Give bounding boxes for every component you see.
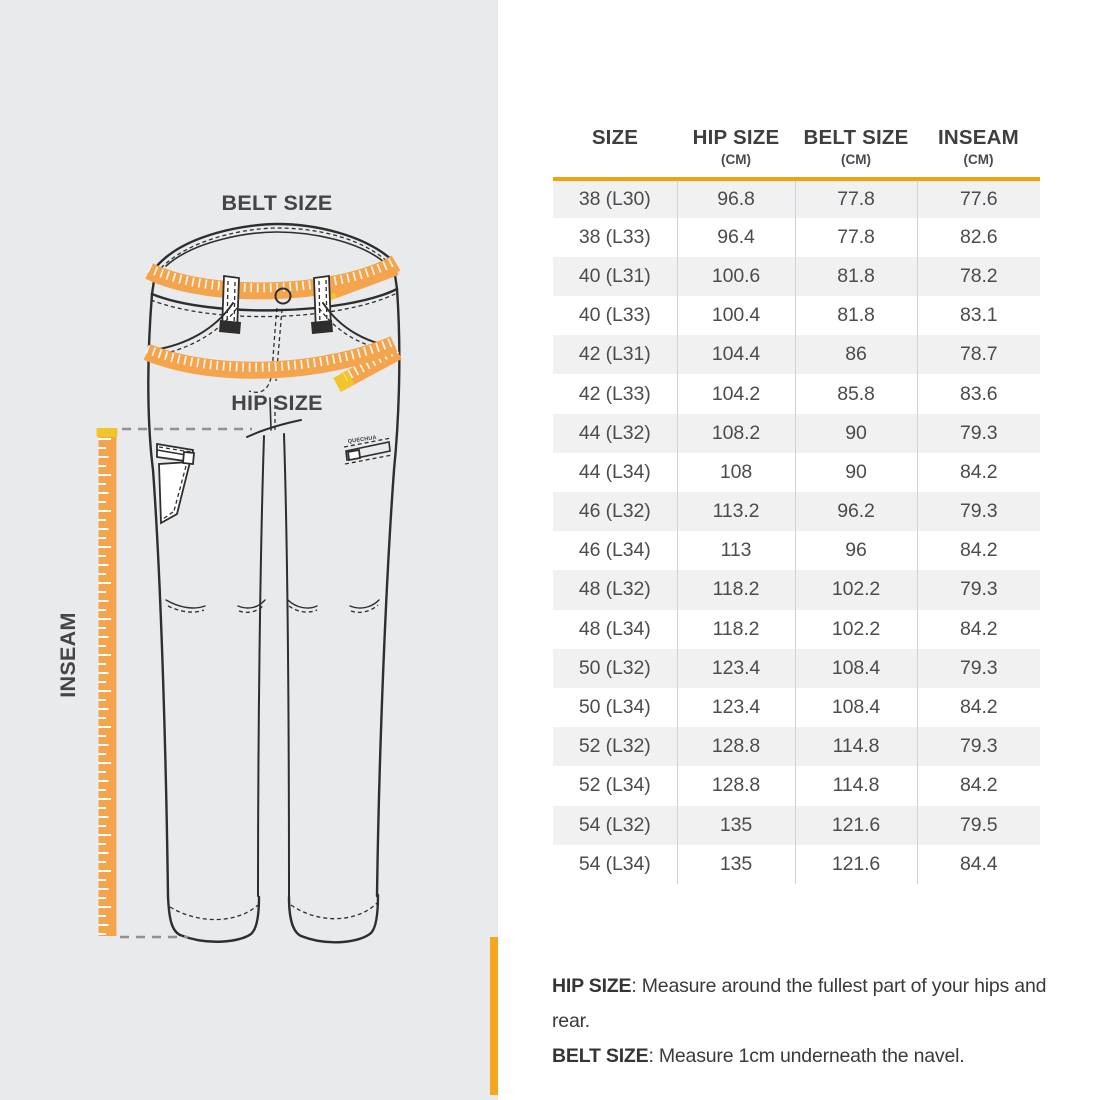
cell-belt: 108.4 [795,688,917,727]
cell-belt: 121.6 [795,806,917,845]
cell-inseam: 84.2 [917,531,1040,570]
cell-inseam: 79.3 [917,414,1040,453]
cell-belt: 86 [795,335,917,374]
cell-size: 40 (L33) [578,304,651,327]
cell-hip: 104.2 [677,374,795,413]
belt-tape-measure [149,260,396,296]
cell-belt: 108.4 [795,649,917,688]
column-header-hip-size: HIP SIZE (CM) [677,127,795,179]
table-header-row [553,127,1040,179]
table-row [553,218,1040,257]
table-row [553,845,1040,884]
inseam-label: INSEAM [56,612,80,698]
table-row [553,179,1040,218]
table-row [553,649,1040,688]
inseam-ruler [97,428,118,936]
cell-belt: 114.8 [795,727,917,766]
pant-legs [148,289,399,942]
table-row [553,766,1040,805]
column-header-size: SIZE [553,127,677,179]
cell-belt: 96 [795,531,917,570]
cell-inseam: 83.6 [917,374,1040,413]
cell-inseam: 78.7 [917,335,1040,374]
footer-accent-bar [490,937,498,1095]
cell-size: 38 (L33) [578,225,651,248]
cell-size: 44 (L32) [578,421,651,444]
cell-hip: 100.6 [677,257,795,296]
cell-size: 54 (L34) [578,852,651,875]
belt-size-note: BELT SIZE: Measure 1cm underneath the navel. [552,1045,965,1067]
cell-inseam: 79.3 [917,570,1040,609]
cell-size: 48 (L34) [578,617,651,640]
cell-size: 46 (L32) [578,500,651,523]
cell-size: 38 (L30) [578,187,651,210]
table-row [553,806,1040,845]
cell-hip: 128.8 [677,727,795,766]
cell-size: 42 (L33) [578,382,651,405]
cell-size: 50 (L34) [578,696,651,719]
column-header-belt-size: BELT SIZE (CM) [795,127,917,179]
table-row [553,296,1040,335]
cell-size: 44 (L34) [578,460,651,483]
cell-belt: 77.8 [795,179,917,218]
cell-belt: 81.8 [795,296,917,335]
measurement-notes [552,969,1072,1074]
table-row [553,727,1040,766]
cell-hip: 128.8 [677,766,795,805]
cell-inseam: 84.2 [917,766,1040,805]
cell-hip: 118.2 [677,570,795,609]
cell-size: 50 (L32) [578,656,651,679]
cell-size: 52 (L32) [578,735,651,758]
cell-inseam: 79.3 [917,649,1040,688]
hip-size-note: HIP SIZE: Measure around the fullest part of your hips and rear. [552,975,1047,1032]
cell-hip: 104.4 [677,335,795,374]
cell-hip: 100.4 [677,296,795,335]
cell-hip: 135 [677,806,795,845]
cargo-pocket [157,444,194,523]
cell-hip: 113 [677,531,795,570]
table-row [553,453,1040,492]
table-row [553,570,1040,609]
cell-hip: 96.8 [677,179,795,218]
table-row [553,257,1040,296]
cell-hip: 113.2 [677,492,795,531]
zip-pocket [344,435,392,464]
cell-belt: 81.8 [795,257,917,296]
column-header-inseam: INSEAM (CM) [917,127,1040,179]
cell-size: 42 (L31) [578,343,651,366]
cell-hip: 108.2 [677,414,795,453]
cell-belt: 102.2 [795,610,917,649]
cell-size: 54 (L32) [578,813,651,836]
cell-belt: 96.2 [795,492,917,531]
pants-line-drawing [0,0,500,1100]
table-row [553,531,1040,570]
table-row [553,492,1040,531]
belt-size-label: BELT SIZE [221,191,333,215]
cell-belt: 102.2 [795,570,917,609]
cell-size: 46 (L34) [578,539,651,562]
brand-label: QUECHUA [347,434,378,445]
cell-inseam: 84.2 [917,453,1040,492]
table-row [553,335,1040,374]
cell-inseam: 83.1 [917,296,1040,335]
cell-hip: 118.2 [677,610,795,649]
table-row [553,414,1040,453]
cell-inseam: 82.6 [917,218,1040,257]
cell-inseam: 79.3 [917,727,1040,766]
hip-size-label: HIP SIZE [231,391,323,415]
size-table [553,127,1040,884]
cell-belt: 77.8 [795,218,917,257]
cell-inseam: 84.2 [917,610,1040,649]
table-row [553,610,1040,649]
cell-hip: 123.4 [677,688,795,727]
table-row [553,688,1040,727]
cell-hip: 135 [677,845,795,884]
cell-size: 52 (L34) [578,774,651,797]
cell-hip: 108 [677,453,795,492]
cell-belt: 114.8 [795,766,917,805]
cell-inseam: 84.2 [917,688,1040,727]
cell-inseam: 79.3 [917,492,1040,531]
cell-inseam: 78.2 [917,257,1040,296]
cell-inseam: 79.5 [917,806,1040,845]
cell-inseam: 84.4 [917,845,1040,884]
cell-inseam: 77.6 [917,179,1040,218]
cell-belt: 90 [795,414,917,453]
table-row [553,374,1040,413]
cell-belt: 85.8 [795,374,917,413]
pants-illustration-panel [0,0,498,1100]
cell-size: 40 (L31) [578,264,651,287]
cell-belt: 121.6 [795,845,917,884]
cell-belt: 90 [795,453,917,492]
cell-hip: 123.4 [677,649,795,688]
cell-hip: 96.4 [677,218,795,257]
cell-size: 48 (L32) [578,578,651,601]
